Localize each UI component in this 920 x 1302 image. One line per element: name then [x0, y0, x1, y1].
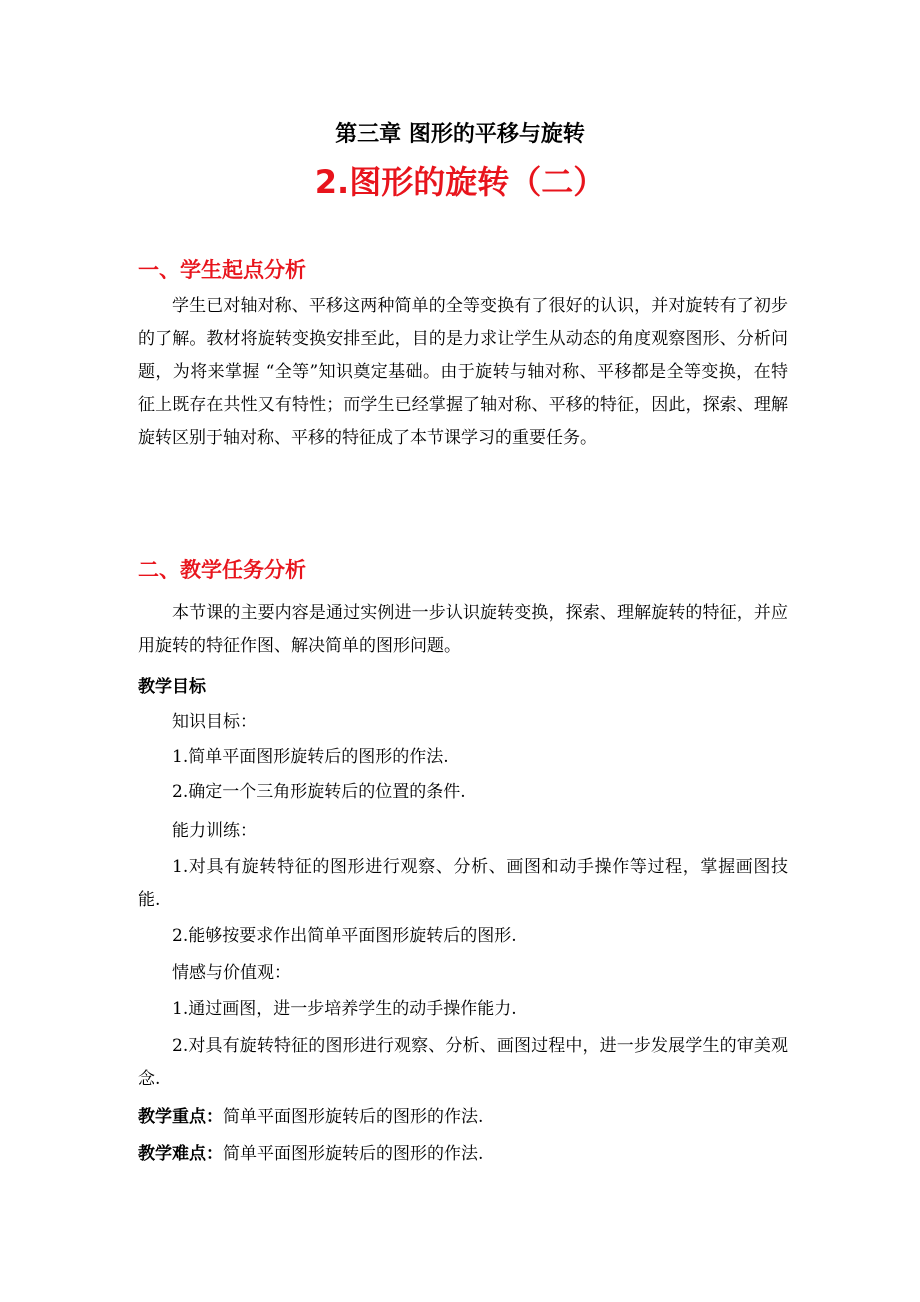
difficulty-label: 教学难点： — [138, 1144, 223, 1164]
ability-goal-2: 2.能够按要求作出简单平面图形旋转后的图形. — [172, 926, 517, 946]
difficulty-text: 简单平面图形旋转后的图形的作法. — [223, 1144, 484, 1164]
emotion-goal-2: 2.对具有旋转特征的图形进行观察、分析、画图过程中，进一步发展学生的审美观念. — [138, 1036, 788, 1089]
knowledge-goals-label: 知识目标： — [172, 712, 257, 732]
student-analysis-paragraph: 学生已对轴对称、平移这两种简单的全等变换有了很好的认识，并对旋转有了初步的了解。教材将旋转变换安排至此，目的是力求让学生从动态的角度观察图形、分析问题，为将来掌握 “全等”知识奠定基础。由于旋转与轴对称、平移都是全等变换，在特征上既存在共性又有特性；而学生已经掌握了轴对称、平移的特征，因此，探索、理解旋转区别于轴对称、平移的特征成了本节课学习的重要任务。 — [138, 296, 788, 448]
emotion-values-label: 情感与价值观： — [172, 963, 291, 983]
lesson-title: 2.图形的旋转（二） — [314, 163, 606, 201]
knowledge-goal-2: 2.确定一个三角形旋转后的位置的条件. — [172, 782, 466, 802]
key-point-text: 简单平面图形旋转后的图形的作法. — [223, 1107, 484, 1127]
key-point-line — [138, 1101, 788, 1134]
task-analysis-paragraph: 本节课的主要内容是通过实例进一步认识旋转变换，探索、理解旋转的特征，并应用旋转的特征作图、解决简单的图形问题。 — [138, 603, 788, 656]
knowledge-goal-1: 1.简单平面图形旋转后的图形的作法. — [172, 747, 449, 767]
difficulty-line — [138, 1138, 788, 1171]
ability-training-label: 能力训练： — [172, 821, 257, 841]
ability-goal-1: 1.对具有旋转特征的图形进行观察、分析、画图和动手操作等过程，掌握画图技能. — [138, 857, 788, 910]
teaching-goals-title: 教学目标 — [138, 677, 206, 697]
section-heading-student-analysis: 一、学生起点分析 — [138, 258, 306, 282]
key-point-label: 教学重点： — [138, 1107, 223, 1127]
section-heading-task-analysis: 二、教学任务分析 — [138, 558, 306, 582]
chapter-title: 第三章 图形的平移与旋转 — [335, 122, 585, 147]
emotion-goal-1: 1.通过画图，进一步培养学生的动手操作能力. — [172, 999, 517, 1019]
